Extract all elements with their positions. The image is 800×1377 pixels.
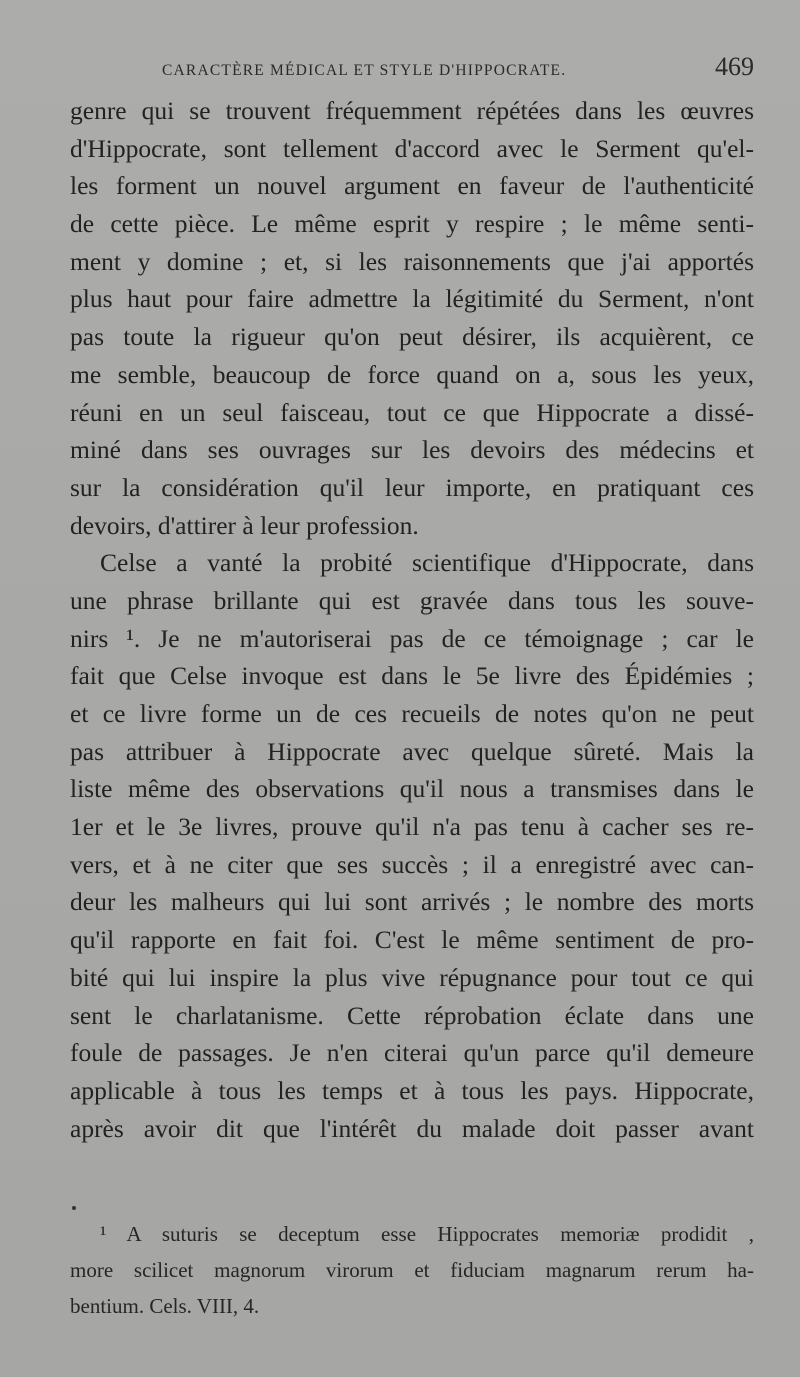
text-line: sent le charlatanisme. Cette réprobation éclate dans une — [70, 1000, 754, 1030]
text-line: Celse a vanté la probité scientifique d'Hippocrate, dans — [100, 548, 754, 578]
text-line: ment y domine ; et, si les raisonnements que j'ai apportés — [70, 246, 754, 276]
text-line: de cette pièce. Le même esprit y respire ; le même senti- — [70, 209, 754, 239]
text-line: genre qui se trouvent fréquemment répétées dans les œuvres — [70, 96, 754, 125]
footnote-line: more scilicet magnorum virorum et fiduciam magnarum rerum ha- — [70, 1258, 754, 1282]
text-line: devoirs, d'attirer à leur profession. — [70, 510, 419, 540]
text-line: vers, et à ne citer que ses succès ; il a enregistré avec can- — [70, 849, 754, 879]
text-line: 1er et le 3e livres, prouve qu'il n'a pas tenu à cacher ses re- — [70, 812, 754, 842]
text-line: et ce livre forme un de ces recueils de notes qu'on ne peut — [70, 699, 754, 728]
text-line: pas toute la rigueur qu'on peut désirer, ils acquièrent, ce — [70, 322, 754, 352]
text-line: pas attribuer à Hippocrate avec quelque sûreté. Mais la — [70, 736, 754, 766]
footnote-line: bentium. Cels. VIII, 4. — [70, 1294, 260, 1318]
text-line: deur les malheurs qui lui sont arrivés ; le nombre des morts — [70, 887, 754, 917]
text-line: sur la considération qu'il leur importe, en pratiquant ces — [70, 472, 754, 502]
text-line: liste même des observations qu'il nous a transmises dans le — [70, 774, 754, 804]
text-line: fait que Celse invoque est dans le 5e livre des Épidémies ; — [70, 661, 754, 691]
text-line: miné dans ses ouvrages sur les devoirs des médecins et — [70, 435, 754, 465]
running-head — [70, 52, 754, 88]
body-text — [70, 92, 754, 1147]
text-line: foule de passages. Je n'en citerai qu'un parce qu'il demeure — [70, 1038, 754, 1068]
text-line: réuni en un seul faisceau, tout ce que Hippocrate a dissé- — [70, 397, 754, 427]
text-line: plus haut pour faire admettre la légitimité du Serment, n'ont — [70, 284, 754, 314]
text-line: qu'il rapporte en fait foi. C'est le même sentiment de pro- — [70, 925, 754, 955]
running-title: CARACTÈRE MÉDICAL ET STYLE D'HIPPOCRATE. — [162, 62, 567, 79]
text-line: applicable à tous les temps et à tous les pays. Hippocrate, — [70, 1075, 754, 1105]
text-line: bité qui lui inspire la plus vive répugnance pour tout ce qui — [70, 962, 754, 992]
text-line: après avoir dit que l'intérêt du malade doit passer avant — [70, 1113, 754, 1143]
page-number: 469 — [715, 52, 754, 81]
text-line: d'Hippocrate, sont tellement d'accord avec le Serment qu'el- — [70, 133, 754, 163]
footnotes — [70, 1216, 754, 1324]
text-line: me semble, beaucoup de force quand on a, sous les yeux, — [70, 359, 754, 389]
footnote-marker — [72, 1206, 76, 1210]
footnote-line: ¹ A suturis se deceptum esse Hippocrates memoriæ prodidit , — [100, 1222, 754, 1246]
text-line: nirs ¹. Je ne m'autoriserai pas de ce témoignage ; car le — [70, 623, 754, 653]
text-line: une phrase brillante qui est gravée dans tous les souve- — [70, 585, 754, 615]
text-line: les forment un nouvel argument en faveur de l'authenticité — [70, 171, 754, 201]
